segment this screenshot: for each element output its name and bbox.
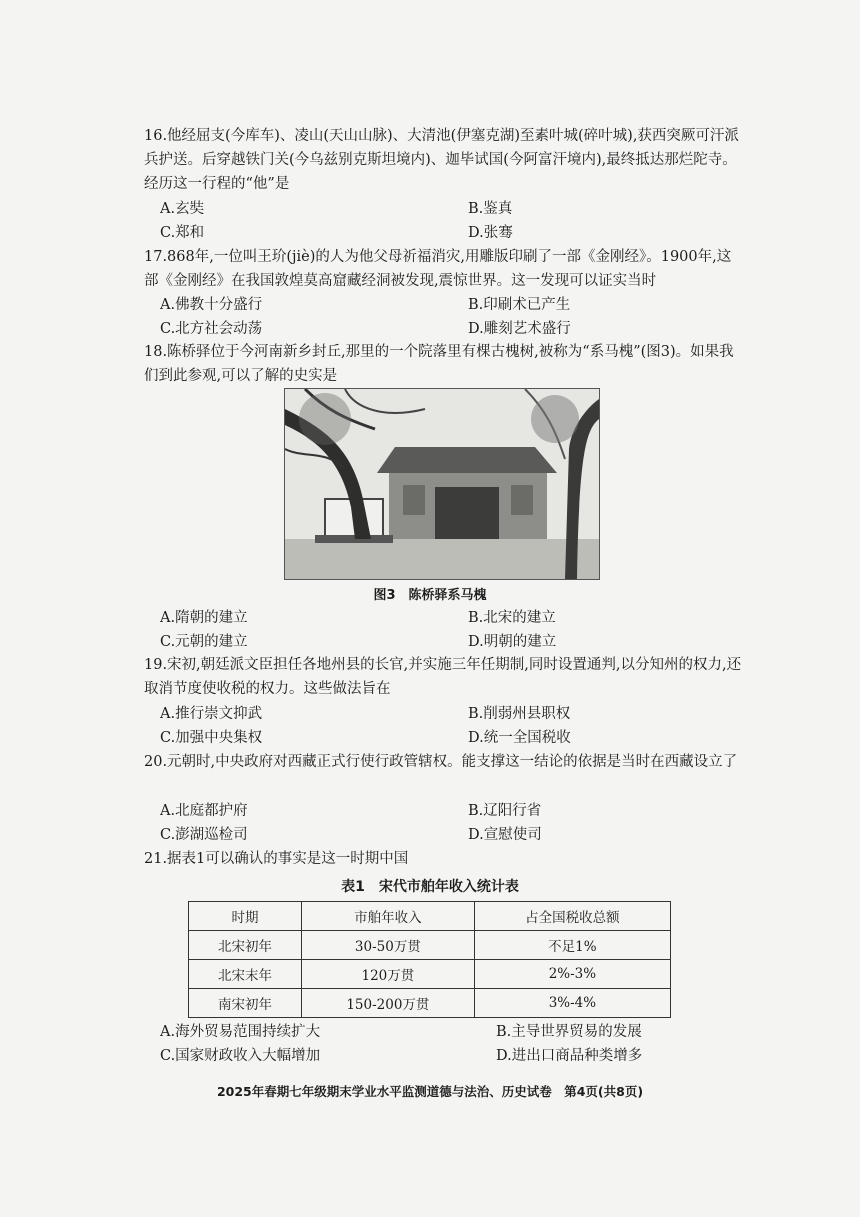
q20-option-c: C.澎湖巡检司 xyxy=(160,827,248,843)
q20-option-a: A.北庭都护府 xyxy=(160,803,248,819)
table-row xyxy=(189,989,671,1018)
q16-option-b: B.鉴真 xyxy=(468,201,513,217)
table-header-cell: 占全国税收总额 xyxy=(474,902,670,931)
figure-3-photo xyxy=(284,388,600,580)
table-cell: 北宋初年 xyxy=(189,931,302,960)
table-cell: 北宋末年 xyxy=(189,960,302,989)
table-1-title: 表1 宋代市舶年收入统计表 xyxy=(341,879,519,895)
question-17: 17.868年,一位叫王玠(jiè)的人为他父母祈福消灾,用雕版印刷了一部《金刚经》。1900年,这部《金刚经》在我国敦煌莫高窟藏经洞被发现,震惊世界。这一发现可以证实当时 xyxy=(144,249,732,289)
question-20: 20.元朝时,中央政府对西藏正式行使行政管辖权。能支撑这一结论的依据是当时在西藏设立了 xyxy=(144,754,738,770)
table-cell: 120万贯 xyxy=(301,960,474,989)
table-row xyxy=(189,960,671,989)
q21-option-a: A.海外贸易范围持续扩大 xyxy=(160,1024,321,1040)
q19-option-a: A.推行崇文抑武 xyxy=(160,706,263,722)
q19-option-b: B.削弱州县职权 xyxy=(468,706,571,722)
q21-option-b: B.主导世界贸易的发展 xyxy=(496,1024,642,1040)
table-header-cell: 时期 xyxy=(189,902,302,931)
table-cell: 30-50万贯 xyxy=(301,931,474,960)
q17-option-a: A.佛教十分盛行 xyxy=(160,297,263,313)
table-cell: 3%-4% xyxy=(474,989,670,1018)
table-cell: 150-200万贯 xyxy=(301,989,474,1018)
question-16: 16.他经屈支(今库车)、凌山(天山山脉)、大清池(伊塞克湖)至素叶城(碎叶城),获西突厥可汗派兵护送。后穿越铁门关(今乌兹别克斯坦境内)、迦毕试国(今阿富汗境内),最终抵达那烂陀寺。经历这一行程的“他”是 xyxy=(144,128,739,192)
courtyard-tree-image xyxy=(285,389,599,579)
question-21: 21.据表1可以确认的事实是这一时期中国 xyxy=(144,851,409,867)
q19-option-c: C.加强中央集权 xyxy=(160,730,263,746)
q18-option-c: C.元朝的建立 xyxy=(160,634,248,650)
q16-option-d: D.张骞 xyxy=(468,225,513,241)
q19-option-d: D.统一全国税收 xyxy=(468,730,571,746)
q18-option-b: B.北宋的建立 xyxy=(468,610,556,626)
q18-option-a: A.隋朝的建立 xyxy=(160,610,248,626)
table-cell: 南宋初年 xyxy=(189,989,302,1018)
q21-option-c: C.国家财政收入大幅增加 xyxy=(160,1048,321,1064)
page-footer: 2025年春期七年级期末学业水平监测道德与法治、历史试卷 第4页(共8页) xyxy=(216,1084,644,1099)
q17-option-b: B.印刷术已产生 xyxy=(468,297,571,313)
q20-option-b: B.辽阳行省 xyxy=(468,803,542,819)
question-18: 18.陈桥驿位于今河南新乡封丘,那里的一个院落里有棵古槐树,被称为“系马槐”(图3)。如果我们到此参观,可以了解的史实是 xyxy=(144,344,734,384)
table-header-row xyxy=(189,902,671,931)
figure-3-caption: 图3 陈桥驿系马槐 xyxy=(373,588,487,603)
table-cell: 2%-3% xyxy=(474,960,670,989)
q17-option-c: C.北方社会动荡 xyxy=(160,321,263,337)
table-row xyxy=(189,931,671,960)
table-cell: 不足1% xyxy=(474,931,670,960)
question-19: 19.宋初,朝廷派文臣担任各地州县的长官,并实施三年任期制,同时设置通判,以分知州的权力,还取消节度使收税的权力。这些做法旨在 xyxy=(144,657,742,697)
q16-option-a: A.玄奘 xyxy=(160,201,205,217)
q20-option-d: D.宣慰使司 xyxy=(468,827,542,843)
table-1 xyxy=(188,901,671,1018)
table-header-cell: 市舶年收入 xyxy=(301,902,474,931)
q17-option-d: D.雕刻艺术盛行 xyxy=(468,321,571,337)
q18-option-d: D.明朝的建立 xyxy=(468,634,557,650)
q16-option-c: C.郑和 xyxy=(160,225,205,241)
q21-option-d: D.进出口商品种类增多 xyxy=(496,1048,643,1064)
